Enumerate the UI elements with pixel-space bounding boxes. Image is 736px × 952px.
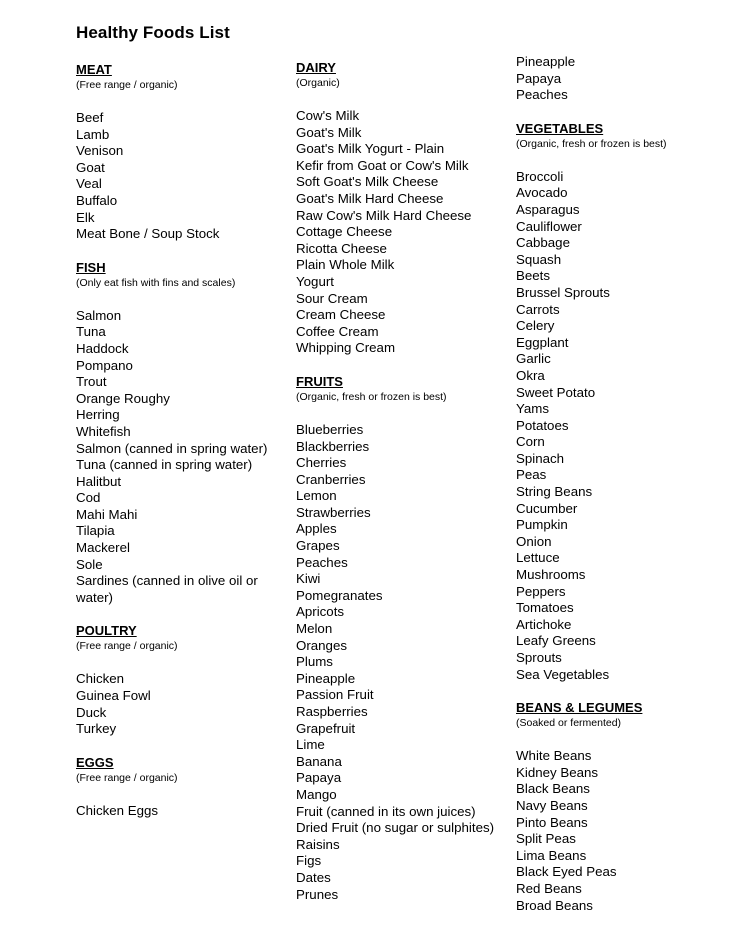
list-item: Okra	[516, 367, 545, 383]
list-item: Tomatoes	[516, 600, 574, 616]
list-item: Red Beans	[516, 880, 582, 896]
list-item: Ricotta Cheese	[296, 240, 387, 256]
section-gap	[296, 357, 511, 374]
list-item: Dried Fruit (no sugar or sulphites)	[296, 820, 495, 836]
section-heading-poultry: POULTRY	[76, 623, 137, 639]
list-item: Eggplant	[516, 334, 569, 350]
list-item: Plums	[296, 654, 333, 670]
list-item: Goat's Milk	[296, 124, 362, 140]
section-heading-eggs: EGGS	[76, 754, 114, 770]
list-item: Kidney Beans	[516, 764, 599, 780]
list-item: Beef	[76, 110, 104, 125]
list-item: Melon	[296, 621, 333, 637]
section-note-eggs: (Free range / organic)	[76, 771, 178, 784]
list-item: Banana	[296, 753, 342, 769]
list-item: Figs	[296, 853, 322, 869]
list-item: White Beans	[516, 748, 592, 764]
list-item: Goat's Milk Yogurt - Plain	[296, 141, 445, 157]
section-heading-meat: MEAT	[76, 62, 112, 77]
list-item: Buffalo	[76, 192, 118, 208]
list-item: Blackberries	[296, 438, 370, 454]
list-item: Sprouts	[516, 650, 562, 665]
list-item: Raisins	[296, 836, 340, 852]
list-item: Prunes	[296, 886, 339, 902]
list-item: Goat's Milk Hard Cheese	[296, 190, 444, 206]
list-item: Artichoke	[516, 616, 572, 632]
list-item: Mahi Mahi	[76, 506, 138, 522]
section-spacer	[296, 405, 511, 422]
list-item: Mushrooms	[516, 567, 586, 583]
section-gap	[516, 683, 731, 700]
section-spacer	[76, 291, 291, 308]
list-item: Sardines (canned in olive oil or	[76, 573, 258, 589]
list-item: Lamb	[76, 126, 110, 142]
section-heading-vegetables: VEGETABLES	[516, 120, 604, 136]
list-item: Pineapple	[516, 54, 576, 69]
list-item: Cream Cheese	[296, 307, 386, 323]
list-item: Goat	[76, 159, 105, 175]
section-fish	[76, 260, 291, 607]
list-item: Guinea Fowl	[76, 688, 151, 704]
list-item: Sour Cream	[296, 290, 368, 306]
list-item: Spinach	[516, 450, 565, 466]
list-item: Apricots	[296, 604, 345, 620]
section-spacer	[516, 731, 731, 748]
column-1	[76, 62, 291, 819]
section-note-poultry: (Free range / organic)	[76, 640, 178, 653]
list-item: String Beans	[516, 484, 593, 500]
list-item: Lime	[296, 737, 325, 753]
list-item: Garlic	[516, 351, 551, 367]
list-item: Squash	[516, 251, 562, 267]
list-item: Raw Cow's Milk Hard Cheese	[296, 207, 472, 223]
list-item: Meat Bone / Soup Stock	[76, 226, 220, 242]
list-item: Grapes	[296, 538, 340, 554]
list-item: Lemon	[296, 488, 337, 504]
section-heading-dairy: DAIRY	[296, 60, 336, 75]
list-item: Salmon	[76, 307, 122, 323]
list-item: Cow's Milk	[296, 108, 360, 123]
list-item: Salmon (canned in spring water)	[76, 440, 268, 456]
list-item: Blueberries	[296, 421, 364, 437]
list-item: Mango	[296, 786, 337, 802]
section-beans-and-legumes	[516, 700, 731, 914]
section-vegetables	[516, 121, 731, 683]
list-item: Passion Fruit	[296, 687, 374, 703]
list-item: Tilapia	[76, 523, 115, 539]
list-item: Potatoes	[516, 417, 569, 433]
list-item: Halitbut	[76, 473, 122, 489]
list-item: Cucumber	[516, 500, 578, 516]
list-item: Cranberries	[296, 471, 366, 487]
list-item: Sweet Potato	[516, 384, 596, 400]
section-dairy	[296, 60, 511, 357]
section-note-dairy: (Organic)	[296, 77, 340, 89]
list-item: Papaya	[296, 770, 342, 786]
page-title: Healthy Foods List	[76, 23, 230, 42]
list-item: Apples	[296, 521, 337, 537]
list-item: Kiwi	[296, 571, 321, 587]
list-item: Celery	[516, 318, 555, 334]
list-item: Broccoli	[516, 168, 564, 184]
list-item: Peaches	[516, 87, 568, 103]
list-item: Raspberries	[296, 704, 368, 719]
section-heading-beans-and-legumes: BEANS & LEGUMES	[516, 700, 643, 716]
list-item: Peppers	[516, 583, 566, 599]
list-item: Chicken	[76, 671, 125, 687]
list-item: Haddock	[76, 340, 129, 356]
list-item: Sole	[76, 556, 103, 572]
section-spacer	[76, 93, 291, 110]
section-heading-fish: FISH	[76, 259, 106, 275]
list-item: Plain Whole Milk	[296, 257, 395, 273]
list-item: Duck	[76, 704, 107, 720]
section-gap	[76, 738, 291, 755]
list-item: water)	[76, 589, 113, 605]
list-item: Whitefish	[76, 423, 131, 439]
list-item: Avocado	[516, 185, 568, 201]
list-item: Oranges	[296, 637, 347, 653]
list-item: Cabbage	[516, 235, 570, 251]
list-item: Lima Beans	[516, 847, 587, 863]
list-item: Beets	[516, 268, 551, 284]
list-item: Yams	[516, 401, 550, 417]
section-note-beans-and-legumes: (Soaked or fermented)	[516, 717, 622, 730]
list-item: Black Beans	[516, 781, 590, 797]
section-eggs	[76, 755, 291, 820]
list-item: Pomegranates	[296, 587, 383, 603]
list-item: Fruit (canned in its own juices)	[296, 803, 476, 819]
list-item: Veal	[76, 176, 102, 192]
list-item: Kefir from Goat or Cow's Milk	[296, 157, 469, 173]
list-item: Leafy Greens	[516, 633, 596, 649]
list-item: Tuna	[76, 324, 106, 340]
list-item: Strawberries	[296, 504, 371, 520]
section-gap	[76, 606, 291, 623]
list-item: Asparagus	[516, 201, 580, 217]
list-item: Tuna (canned in spring water)	[76, 457, 253, 473]
list-item: Cod	[76, 490, 101, 506]
section-spacer	[76, 786, 291, 803]
list-item: Turkey	[76, 721, 117, 737]
list-item: Cherries	[296, 455, 347, 471]
section-meat	[76, 62, 291, 243]
section-note-vegetables: (Organic, fresh or frozen is best)	[516, 137, 667, 150]
continued-fruit-list	[516, 54, 731, 104]
list-item: Mackerel	[76, 540, 130, 556]
list-item: Black Eyed Peas	[516, 864, 617, 880]
section-fruits	[296, 374, 511, 903]
section-note-fruits: (Organic, fresh or frozen is best)	[296, 390, 447, 403]
section-poultry	[76, 623, 291, 737]
list-item: Chicken Eggs	[76, 802, 159, 818]
section-spacer	[76, 654, 291, 671]
section-spacer	[516, 152, 731, 169]
list-item: Whipping Cream	[296, 340, 396, 356]
list-item: Onion	[516, 533, 552, 549]
list-item: Split Peas	[516, 831, 576, 847]
section-heading-fruits: FRUITS	[296, 373, 343, 389]
section-note-fish: (Only eat fish with fins and scales)	[76, 276, 236, 289]
section-gap	[516, 104, 731, 121]
list-item: Navy Beans	[516, 797, 588, 813]
list-item: Peas	[516, 467, 547, 483]
list-item: Pompano	[76, 357, 133, 373]
list-item: Lettuce	[516, 550, 560, 566]
list-item: Sea Vegetables	[516, 666, 610, 682]
list-item: Pineapple	[296, 670, 356, 686]
list-item: Cottage Cheese	[296, 224, 393, 240]
section-gap	[76, 243, 291, 260]
list-item: Soft Goat's Milk Cheese	[296, 174, 439, 190]
list-item: Venison	[76, 143, 124, 159]
list-item: Peaches	[296, 554, 348, 570]
list-item: Carrots	[516, 301, 560, 317]
list-item: Corn	[516, 434, 545, 450]
list-item: Coffee Cream	[296, 323, 379, 339]
section-note-meat: (Free range / organic)	[76, 79, 178, 91]
list-item: Trout	[76, 374, 107, 390]
list-item: Grapefruit	[296, 720, 356, 736]
column-3	[516, 54, 731, 914]
list-item: Cauliflower	[516, 218, 582, 234]
column-2	[296, 60, 511, 903]
list-item: Orange Roughy	[76, 390, 170, 406]
list-item: Brussel Sprouts	[516, 284, 610, 300]
section-spacer	[296, 91, 511, 108]
list-item: Elk	[76, 209, 95, 225]
list-item: Pumpkin	[516, 517, 568, 533]
list-item: Papaya	[516, 70, 562, 86]
list-item: Pinto Beans	[516, 814, 588, 830]
list-item: Yogurt	[296, 273, 334, 289]
list-item: Broad Beans	[516, 897, 593, 913]
list-item: Herring	[76, 407, 120, 423]
list-item: Dates	[296, 869, 331, 885]
